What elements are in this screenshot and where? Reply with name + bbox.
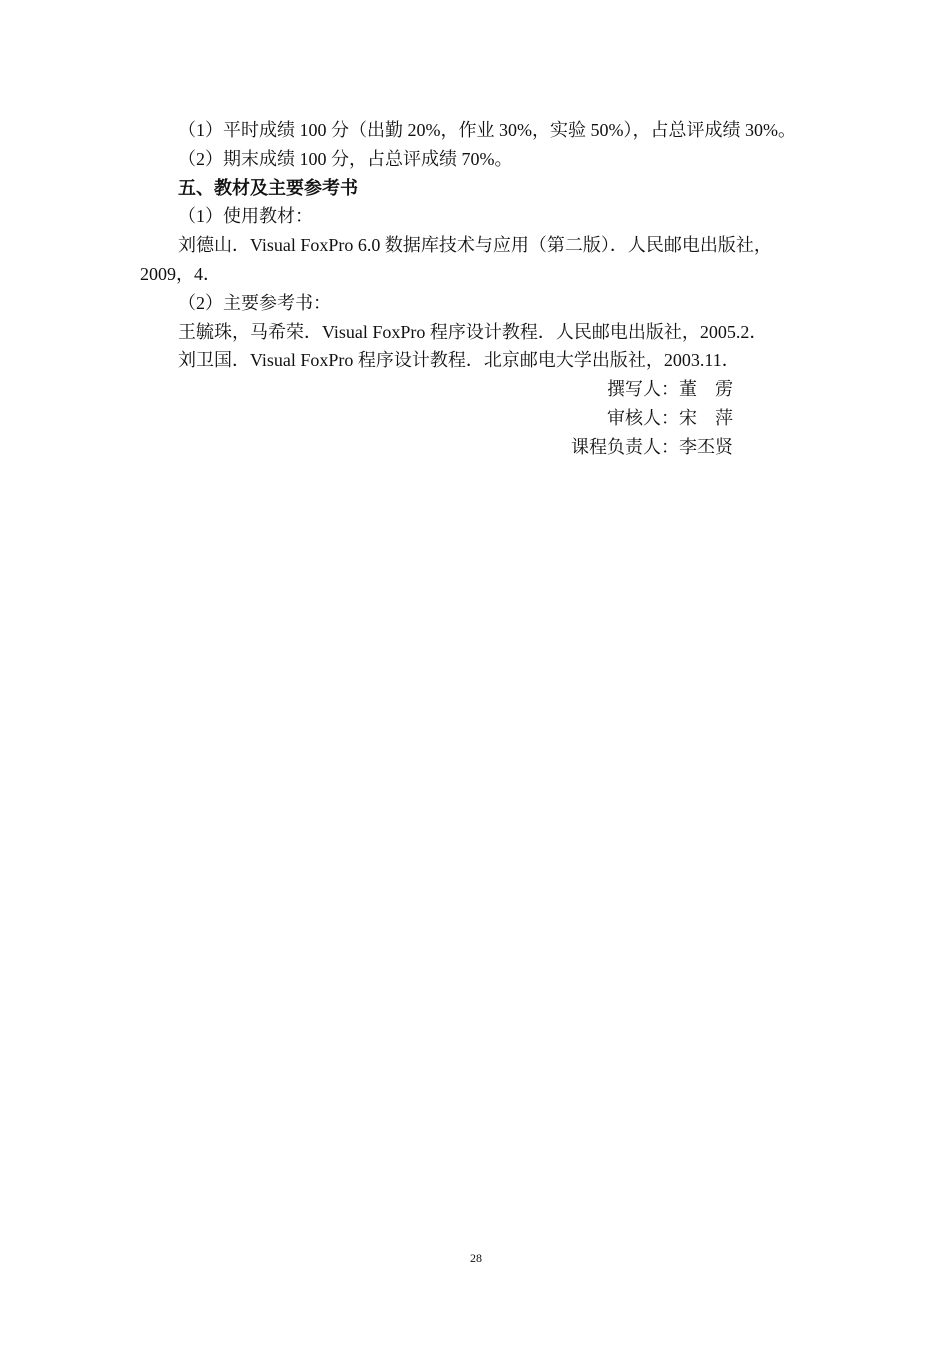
reference-item: 刘卫国．Visual FoxPro 程序设计教程．北京邮电大学出版社，2003.11．: [178, 350, 740, 371]
section-heading: 五、教材及主要参考书: [178, 177, 358, 198]
grading-item-regular: （1）平时成绩 100 分（出勤 20%，作业 30%，实验 50%），占总评成绩 30%。: [178, 120, 796, 140]
signature-label: 课程负责人：: [571, 436, 679, 457]
signature-reviewer: [140, 404, 812, 433]
textbook-label: （1）使用教材：: [178, 206, 313, 227]
signature-label: 撰写人：: [607, 379, 679, 400]
signature-name: 李丕贤: [679, 436, 733, 457]
signature-name: 宋 萍: [679, 407, 733, 428]
reference-item: 王毓珠，马希荣．Visual FoxPro 程序设计教程．人民邮电出版社，2005.2．: [178, 321, 768, 342]
textbook-citation-line-1: 刘德山．Visual FoxPro 6.0 数据库技术与应用（第二版）．人民邮电出版社，: [178, 235, 772, 256]
references-label: （2）主要参考书：: [178, 292, 331, 313]
signature-author: [140, 375, 812, 404]
textbook-citation-line-2: 2009，4．: [140, 263, 221, 284]
grading-item-final: （2）期末成绩 100 分，占总评成绩 70%。: [178, 148, 513, 169]
signature-course-leader: [140, 433, 812, 462]
document-body: [140, 116, 812, 462]
signature-label: 审核人：: [607, 407, 679, 428]
page-number: 28: [470, 1251, 482, 1265]
signature-name: 董 雳: [679, 379, 733, 400]
